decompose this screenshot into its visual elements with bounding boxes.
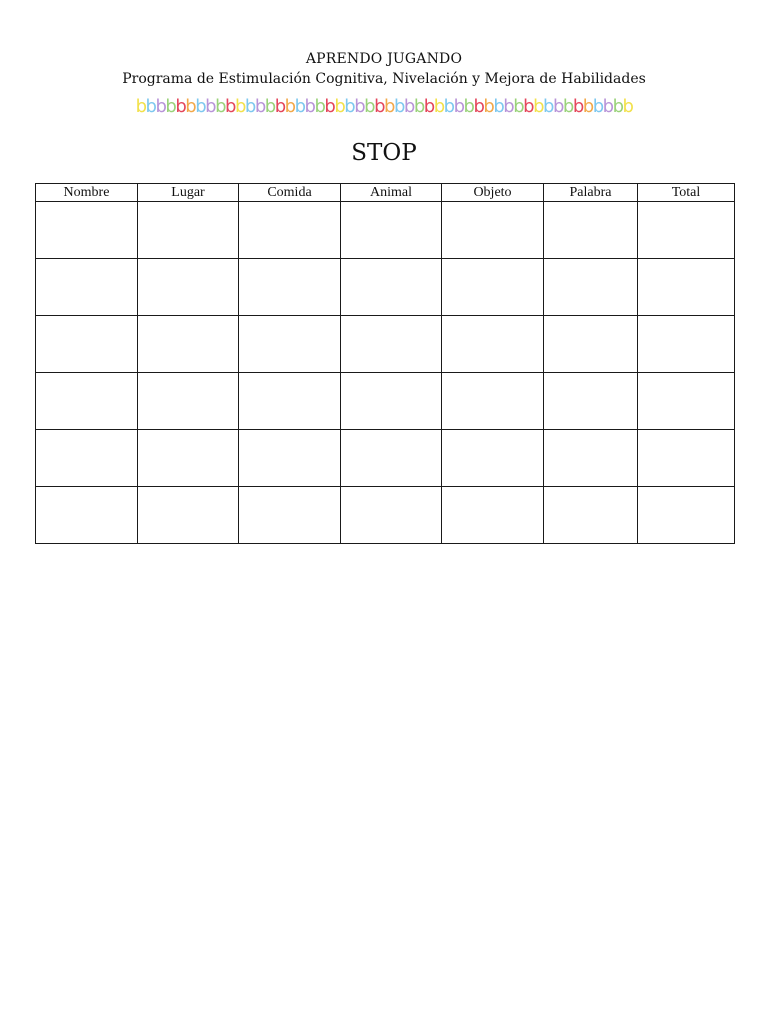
decorative-letter: b <box>304 96 315 117</box>
answer-cell[interactable] <box>442 373 544 430</box>
program-subtitle: Programa de Estimulación Cognitiva, Nivelación y Mejora de Habilidades <box>122 71 646 87</box>
decorative-letter: b <box>324 96 335 117</box>
decorative-letter: b <box>582 96 593 117</box>
answer-cell[interactable] <box>36 430 138 487</box>
answer-cell[interactable] <box>544 373 638 430</box>
column-header: Palabra <box>544 184 638 202</box>
answer-cell[interactable] <box>341 259 442 316</box>
answer-cell[interactable] <box>638 202 735 259</box>
decorative-letter: b <box>602 96 613 117</box>
answer-cell[interactable] <box>138 373 239 430</box>
answer-cell[interactable] <box>638 487 735 544</box>
decorative-letter: b <box>473 96 484 117</box>
decorative-letter: b <box>592 96 603 117</box>
decorative-letter: b <box>284 96 295 117</box>
column-header: Nombre <box>36 184 138 202</box>
decorative-letter: b <box>423 96 434 117</box>
table-row <box>36 202 735 259</box>
answer-cell[interactable] <box>638 373 735 430</box>
table-row <box>36 316 735 373</box>
decorative-letter: b <box>622 96 633 117</box>
answer-cell[interactable] <box>239 430 341 487</box>
decorative-letter: b <box>463 96 474 117</box>
answer-cell[interactable] <box>36 487 138 544</box>
answer-cell[interactable] <box>544 259 638 316</box>
decorative-letter: b <box>155 96 166 117</box>
decorative-letter: b <box>195 96 206 117</box>
decorative-letter: b <box>403 96 414 117</box>
column-header: Total <box>638 184 735 202</box>
decorative-letter: b <box>364 96 375 117</box>
document-header <box>0 49 768 89</box>
column-header: Lugar <box>138 184 239 202</box>
decorative-letter: b <box>493 96 504 117</box>
decorative-letter: b <box>612 96 623 117</box>
decorative-letter: b <box>274 96 285 117</box>
answer-cell[interactable] <box>36 259 138 316</box>
answer-cell[interactable] <box>138 316 239 373</box>
answer-cell[interactable] <box>638 430 735 487</box>
decorative-letter-border <box>0 96 768 118</box>
answer-cell[interactable] <box>138 430 239 487</box>
decorative-letter: b <box>483 96 494 117</box>
org-title: APRENDO JUGANDO <box>305 51 463 67</box>
decorative-letter: b <box>413 96 424 117</box>
answer-cell[interactable] <box>36 373 138 430</box>
decorative-letter: b <box>225 96 235 117</box>
answer-cell[interactable] <box>341 430 442 487</box>
decorative-letter: b <box>443 96 454 117</box>
decorative-letter: b <box>503 96 514 117</box>
decorative-letter: b <box>344 96 355 117</box>
answer-cell[interactable] <box>138 487 239 544</box>
decorative-letter: b <box>314 96 325 117</box>
decorative-letter: b <box>334 96 345 117</box>
answer-cell[interactable] <box>442 430 544 487</box>
answer-cell[interactable] <box>239 259 341 316</box>
decorative-letter: b <box>384 96 394 117</box>
decorative-letter: b <box>533 96 543 117</box>
table-row <box>36 487 735 544</box>
table-row <box>36 373 735 430</box>
answer-cell[interactable] <box>341 373 442 430</box>
decorative-letter: b <box>205 96 216 117</box>
answer-cell[interactable] <box>638 316 735 373</box>
answer-cell[interactable] <box>239 316 341 373</box>
decorative-letter: b <box>354 96 365 117</box>
decorative-letter: b <box>145 96 156 117</box>
answer-cell[interactable] <box>442 316 544 373</box>
answer-cell[interactable] <box>544 487 638 544</box>
answer-cell[interactable] <box>544 430 638 487</box>
decorative-letter: b <box>165 96 176 117</box>
decorative-letter: b <box>562 96 573 117</box>
answer-cell[interactable] <box>341 487 442 544</box>
answer-cell[interactable] <box>239 373 341 430</box>
answer-cell[interactable] <box>544 316 638 373</box>
table-row <box>36 259 735 316</box>
stop-game-table <box>35 183 735 544</box>
answer-cell[interactable] <box>36 202 138 259</box>
decorative-letter: b <box>135 96 146 117</box>
decorative-letter: b <box>264 96 275 117</box>
decorative-letter: b <box>175 96 186 117</box>
decorative-letter: b <box>393 96 404 117</box>
answer-cell[interactable] <box>36 316 138 373</box>
decorative-letter: b <box>433 96 444 117</box>
decorative-letter: b <box>254 96 265 117</box>
answer-cell[interactable] <box>239 487 341 544</box>
table-row <box>36 430 735 487</box>
column-header: Comida <box>239 184 341 202</box>
decorative-letter: b <box>523 96 534 117</box>
column-header: Animal <box>341 184 442 202</box>
table-header-row <box>36 184 735 202</box>
column-header: Objeto <box>442 184 544 202</box>
decorative-letter: b <box>215 96 225 117</box>
decorative-letter: b <box>294 96 305 117</box>
answer-cell[interactable] <box>442 487 544 544</box>
answer-cell[interactable] <box>138 202 239 259</box>
decorative-letter: b <box>244 96 255 117</box>
decorative-letter: b <box>374 96 384 117</box>
answer-cell[interactable] <box>442 202 544 259</box>
decorative-letter: b <box>572 96 583 117</box>
answer-cell[interactable] <box>341 316 442 373</box>
decorative-letter: b <box>513 96 524 117</box>
decorative-letter: b <box>234 96 245 117</box>
decorative-letter: b <box>185 96 196 117</box>
answer-cell[interactable] <box>138 259 239 316</box>
answer-cell[interactable] <box>544 202 638 259</box>
table-body <box>36 202 735 544</box>
answer-cell[interactable] <box>341 202 442 259</box>
answer-cell[interactable] <box>442 259 544 316</box>
decorative-letter: b <box>453 96 464 117</box>
answer-cell[interactable] <box>239 202 341 259</box>
decorative-letter: b <box>552 96 563 117</box>
answer-cell[interactable] <box>638 259 735 316</box>
decorative-letter: b <box>543 96 553 117</box>
sheet-title: STOP <box>351 140 417 166</box>
